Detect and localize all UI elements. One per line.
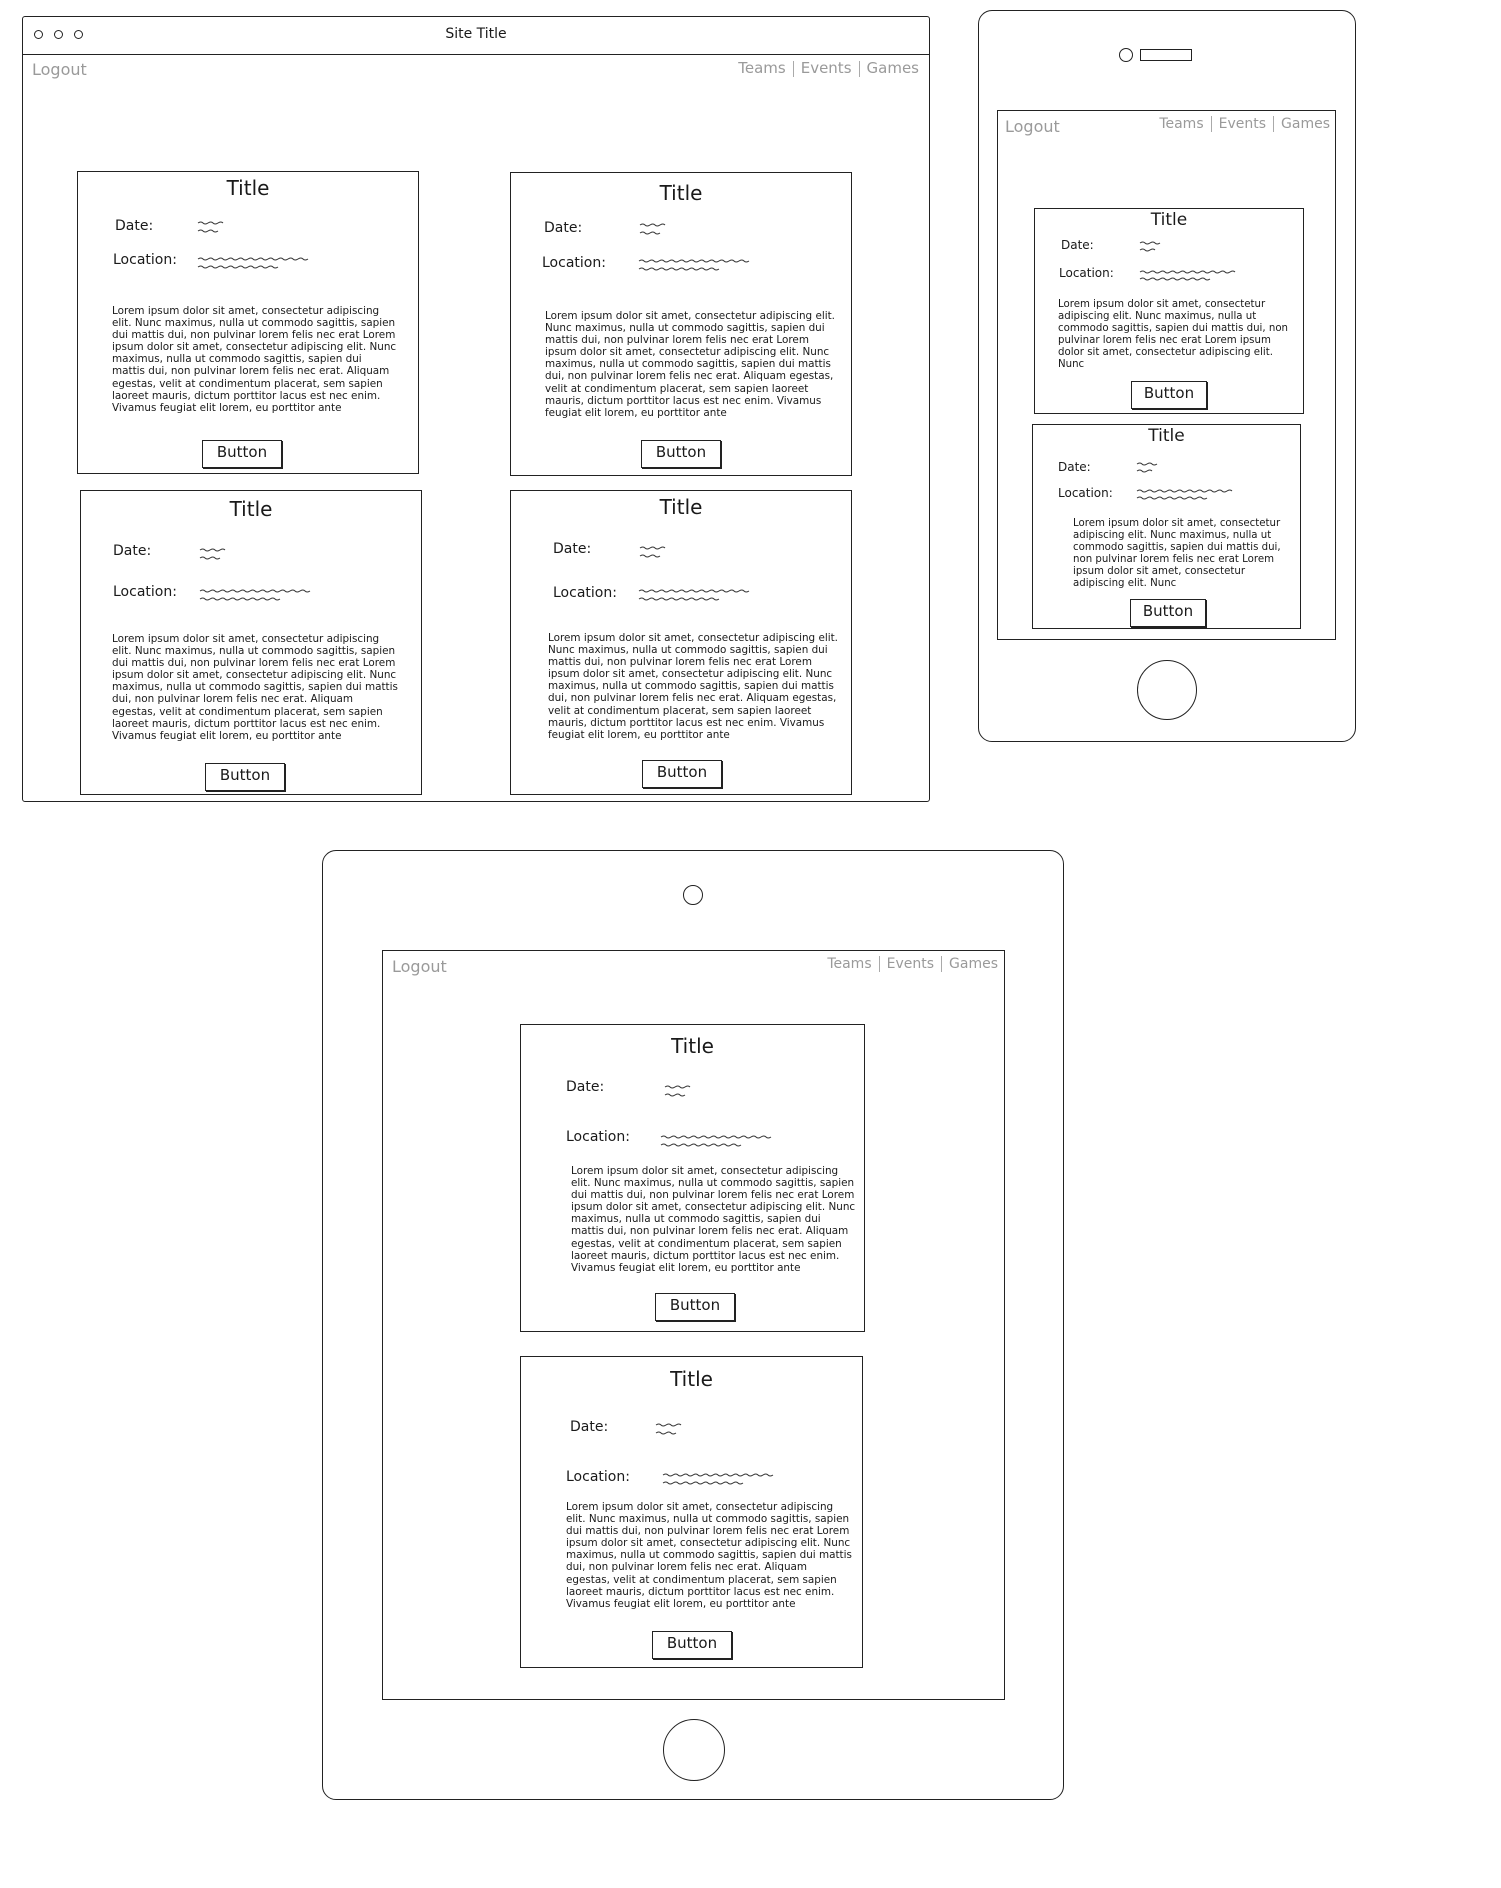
- nav-teams[interactable]: Teams: [1159, 116, 1204, 132]
- location-value-scribble: [198, 587, 326, 603]
- location-label: Location:: [1059, 266, 1114, 280]
- card-button[interactable]: Button: [642, 760, 722, 788]
- tablet-home-button[interactable]: [663, 1719, 725, 1781]
- card-description: Lorem ipsum dolor sit amet, consectetur adipiscing elit. Nunc maximus, nulla ut commodo sagittis, sapien dui mattis dui, non pulvinar lorem felis nec erat Lorem ipsum dolor sit amet, consectetur adipiscing elit. Nunc maximus, nulla ut commodo sagittis, sapien dui mattis dui, non pulvinar lorem felis nec erat. Aliquam egestas, velit at condimentum placerat, sem sapien laoreet mauris, dictum porttitor lacus est nec enim. Vivamus feugiat elit lorem, eu porttitor ante: [566, 1501, 852, 1610]
- card-description: Lorem ipsum dolor sit amet, consectetur adipiscing elit. Nunc maximus, nulla ut commodo sagittis, sapien dui mattis dui, non pulvinar lorem felis nec erat Lorem ipsum dolor sit amet, consectetur adipiscing elit. Nunc maximus, nulla ut commodo sagittis, sapien dui mattis dui, non pulvinar lorem felis nec erat. Aliquam egestas, velit at condimentum placerat, sem sapien laoreet mauris, dictum porttitor lacus est nec enim. Vivamus feugiat elit lorem, eu porttitor ante: [112, 633, 398, 742]
- location-value-scribble: [661, 1471, 789, 1487]
- card-title: Title: [1148, 426, 1185, 446]
- nav-games[interactable]: Games: [1281, 116, 1330, 132]
- card-title: Title: [226, 176, 270, 200]
- card-title: Title: [671, 1034, 714, 1058]
- nav-teams[interactable]: Teams: [738, 59, 786, 77]
- card-title: Title: [229, 497, 273, 521]
- card-title: Title: [659, 181, 703, 205]
- location-value-scribble: [196, 255, 324, 271]
- nav-teams[interactable]: Teams: [827, 956, 872, 972]
- card-button[interactable]: Button: [1131, 381, 1207, 409]
- date-value-scribble: [1138, 239, 1168, 253]
- card-description: Lorem ipsum dolor sit amet, consectetur adipiscing elit. Nunc maximus, nulla ut commodo sagittis, sapien dui mattis dui, non pulvinar lorem felis nec erat Lorem ipsum dolor sit amet, consectetur adipiscing elit. Nunc: [1058, 299, 1289, 371]
- card-button[interactable]: Button: [1130, 599, 1206, 627]
- location-label: Location:: [566, 1469, 630, 1485]
- location-value-scribble: [1135, 487, 1245, 501]
- event-card: [510, 490, 852, 795]
- location-label: Location:: [1058, 486, 1113, 500]
- date-value-scribble: [638, 544, 672, 560]
- date-label: Date:: [553, 541, 592, 557]
- phone-nav: [1159, 116, 1330, 132]
- date-label: Date:: [566, 1079, 605, 1095]
- date-label: Date:: [570, 1419, 609, 1435]
- date-label: Date:: [1058, 460, 1091, 474]
- desktop-logout-link[interactable]: Logout: [32, 60, 87, 79]
- card-description: Lorem ipsum dolor sit amet, consectetur adipiscing elit. Nunc maximus, nulla ut commodo sagittis, sapien dui mattis dui, non pulvinar lorem felis nec erat Lorem ipsum dolor sit amet, consectetur adipiscing elit. Nunc maximus, nulla ut commodo sagittis, sapien dui mattis dui, non pulvinar lorem felis nec erat. Aliquam egestas, velit at condimentum placerat, sem sapien laoreet mauris, dictum porttitor lacus est nec enim. Vivamus feugiat elit lorem, eu porttitor ante: [548, 632, 838, 741]
- card-button[interactable]: Button: [641, 440, 721, 468]
- date-value-scribble: [638, 221, 672, 237]
- date-value-scribble: [198, 546, 232, 562]
- location-value-scribble: [1138, 268, 1248, 282]
- card-title: Title: [1150, 210, 1188, 230]
- card-title: Title: [659, 495, 703, 519]
- location-value-scribble: [637, 587, 765, 603]
- tablet-camera-icon: [683, 885, 703, 905]
- desktop-nav: [738, 59, 919, 77]
- date-value-scribble: [654, 1421, 688, 1437]
- phone-logout-link[interactable]: Logout: [1005, 117, 1060, 136]
- event-card: [77, 171, 419, 474]
- date-value-scribble: [663, 1083, 697, 1099]
- nav-events[interactable]: Events: [800, 59, 852, 77]
- event-card: [510, 172, 852, 476]
- nav-games[interactable]: Games: [866, 59, 919, 77]
- card-description: Lorem ipsum dolor sit amet, consectetur adipiscing elit. Nunc maximus, nulla ut commodo sagittis, sapien dui mattis dui, non pulvinar lorem felis nec erat Lorem ipsum dolor sit amet, consectetur adipiscing elit. Nunc maximus, nulla ut commodo sagittis, sapien dui mattis dui, non pulvinar lorem felis nec erat. Aliquam egestas, velit at condimentum placerat, sem sapien laoreet mauris, dictum porttitor lacus est nec enim. Vivamus feugiat elit lorem, eu porttitor ante: [112, 305, 397, 414]
- nav-events[interactable]: Events: [1218, 116, 1267, 132]
- phone-speaker-icon: [1140, 49, 1192, 61]
- event-card: [520, 1356, 863, 1668]
- card-description: Lorem ipsum dolor sit amet, consectetur adipiscing elit. Nunc maximus, nulla ut commodo sagittis, sapien dui mattis dui, non pulvinar lorem felis nec erat Lorem ipsum dolor sit amet, consectetur adipiscing elit. Nunc maximus, nulla ut commodo sagittis, sapien dui mattis dui, non pulvinar lorem felis nec erat. Aliquam egestas, velit at condimentum placerat, sem sapien laoreet mauris, dictum porttitor lacus est nec enim. Vivamus feugiat elit lorem, eu porttitor ante: [545, 310, 835, 419]
- location-label: Location:: [113, 584, 177, 600]
- browser-title-bar: [23, 17, 929, 55]
- card-button[interactable]: Button: [202, 440, 282, 468]
- card-button[interactable]: Button: [652, 1631, 732, 1659]
- location-value-scribble: [637, 257, 765, 273]
- date-label: Date:: [113, 543, 152, 559]
- event-card: [1032, 424, 1301, 629]
- tablet-nav: [827, 956, 998, 972]
- location-value-scribble: [659, 1133, 787, 1149]
- location-label: Location:: [566, 1129, 630, 1145]
- date-value-scribble: [196, 219, 230, 235]
- site-title: Site Title: [445, 26, 507, 42]
- date-label: Date:: [544, 220, 583, 236]
- nav-events[interactable]: Events: [886, 956, 935, 972]
- location-label: Location:: [553, 585, 617, 601]
- location-label: Location:: [542, 255, 606, 271]
- nav-games[interactable]: Games: [949, 956, 998, 972]
- card-button[interactable]: Button: [205, 763, 285, 791]
- card-description: Lorem ipsum dolor sit amet, consectetur adipiscing elit. Nunc maximus, nulla ut commodo sagittis, sapien dui mattis dui, non pulvinar lorem felis nec erat Lorem ipsum dolor sit amet, consectetur adipiscing elit. Nunc maximus, nulla ut commodo sagittis, sapien dui mattis dui, non pulvinar lorem felis nec erat. Aliquam egestas, velit at condimentum placerat, sem sapien laoreet mauris, dictum porttitor lacus est nec enim. Vivamus feugiat elit lorem, eu porttitor ante: [571, 1165, 856, 1274]
- tablet-logout-link[interactable]: Logout: [392, 957, 447, 976]
- card-title: Title: [670, 1367, 713, 1391]
- date-label: Date:: [115, 218, 154, 234]
- card-description: Lorem ipsum dolor sit amet, consectetur adipiscing elit. Nunc maximus, nulla ut commodo sagittis, sapien dui mattis dui, non pulvinar lorem felis nec erat Lorem ipsum dolor sit amet, consectetur adipiscing elit. Nunc: [1073, 518, 1281, 590]
- event-card: [80, 490, 422, 795]
- event-card: [1034, 208, 1304, 414]
- phone-home-button[interactable]: [1137, 660, 1197, 720]
- location-label: Location:: [113, 252, 177, 268]
- date-value-scribble: [1135, 460, 1165, 474]
- event-card: [520, 1024, 865, 1332]
- card-button[interactable]: Button: [655, 1293, 735, 1321]
- date-label: Date:: [1061, 238, 1094, 252]
- phone-camera-icon: [1119, 48, 1133, 62]
